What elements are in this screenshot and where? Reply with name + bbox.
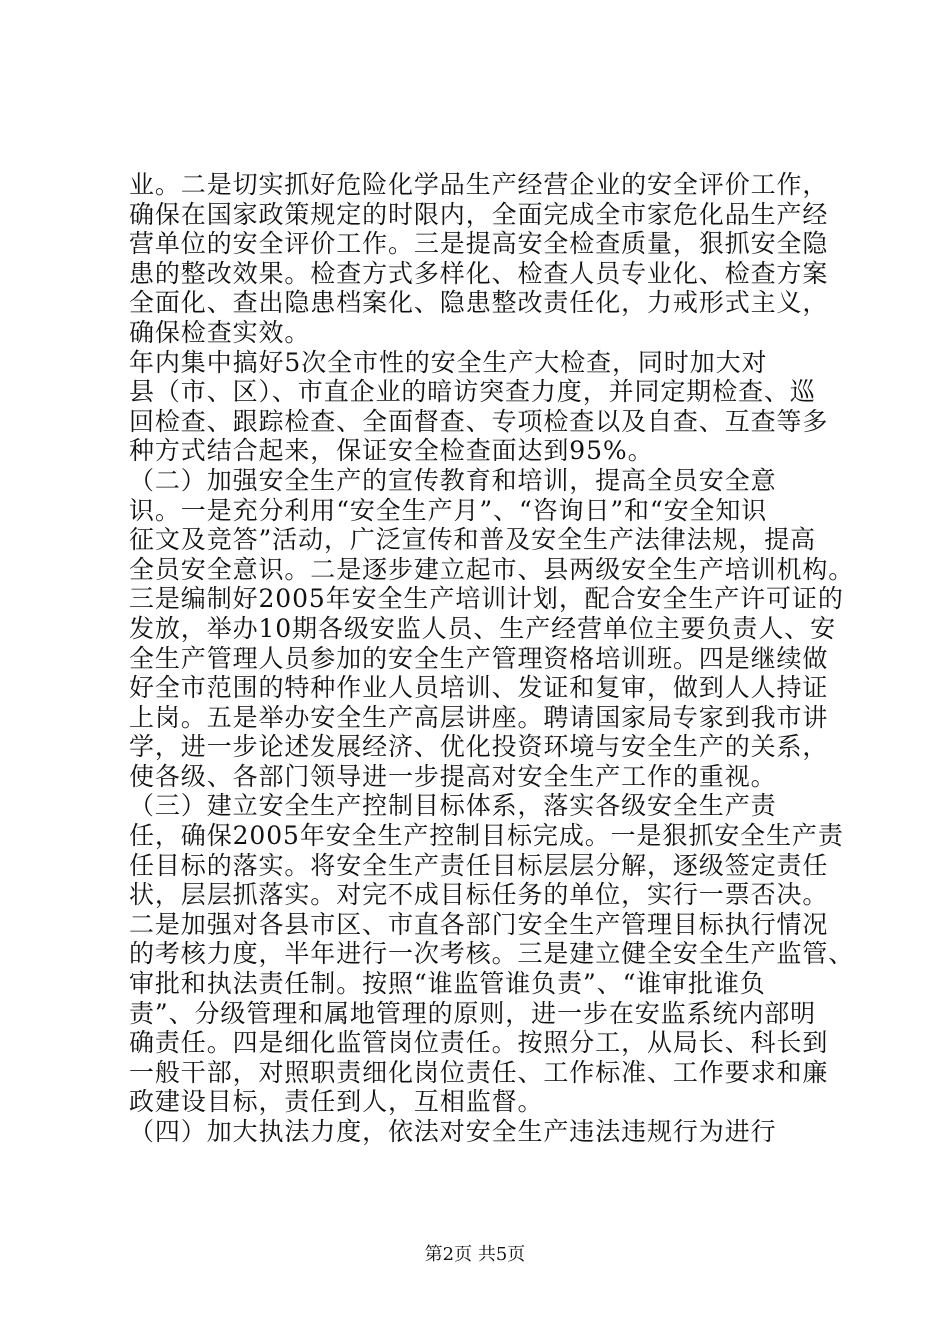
text-line: 使各级、各部门领导进一步提高对安全生产工作的重视。 — [129, 761, 777, 791]
text-line: 上岗。五是举办安全生产高层讲座。聘请国家局专家到我市讲 — [129, 702, 829, 732]
text-line: 二是加强对各县市区、市直各部门安全生产管理目标执行情况 — [129, 909, 829, 939]
text-line: 审批和执法责任制。按照“谁监管谁负责”、“谁审批谁负 — [129, 969, 766, 999]
text-line: 回检查、跟踪检查、全面督查、专项检查以及自查、互查等多 — [129, 406, 829, 436]
text-line: 任目标的落实。将安全生产责任目标层层分解，逐级签定责任 — [129, 850, 829, 880]
page-number-footer: 第2页 共5页 — [424, 1244, 526, 1265]
text-line: 的考核力度，半年进行一次考核。三是建立健全安全生产监管、 — [129, 939, 855, 969]
text-line: 县（市、区）、市直企业的暗访突查力度，并同定期检查、巡 — [129, 377, 816, 407]
text-line: 学，进一步论述发展经济、优化投资环境与安全生产的关系， — [129, 732, 829, 762]
text-line: 患的整改效果。检查方式多样化、检查人员专业化、检查方案 — [129, 258, 829, 288]
text-line: 业。二是切实抓好危险化学品生产经营企业的安全评价工作， — [129, 170, 829, 199]
text-line: 一般干部，对照职责细化岗位责任、工作标准、工作要求和廉 — [129, 1057, 829, 1087]
text-line: 征文及竞答”活动，广泛宣传和普及安全生产法律法规，提高 — [129, 525, 817, 555]
text-line: 确保检查实效。 — [129, 317, 311, 347]
text-line: 状，层层抓落实。对完不成目标任务的单位，实行一票否决。 — [129, 880, 829, 910]
text-line: 全员安全意识。二是逐步建立起市、县两级安全生产培训机构。 — [129, 554, 855, 584]
document-body — [129, 170, 855, 1147]
text-line: 政建设目标，责任到人，互相监督。 — [129, 1087, 544, 1117]
text-line: 三是编制好2005年安全生产培训计划，配合安全生产许可证的 — [129, 584, 844, 614]
text-line: 任，确保2005年安全生产控制目标完成。一是狠抓安全生产责 — [129, 821, 844, 851]
text-line: 确保在国家政策规定的时限内，全面完成全市家危化品生产经 — [129, 199, 829, 229]
text-line: （二）加强安全生产的宣传教育和培训，提高全员安全意 — [129, 465, 777, 495]
text-line: 发放，举办10期各级安监人员、生产经营单位主要负责人、安 — [129, 613, 837, 643]
text-line: 营单位的安全评价工作。三是提高安全检查质量，狠抓安全隐 — [129, 229, 829, 259]
text-line: 全面化、查出隐患档案化、隐患整改责任化，力戒形式主义， — [129, 288, 829, 318]
text-line: 种方式结合起来，保证安全检查面达到95%。 — [129, 436, 654, 466]
text-line: 识。一是充分利用“安全生产月”、“咨询日”和“安全知识 — [129, 495, 768, 525]
text-line: （三）建立安全生产控制目标体系，落实各级安全生产责 — [129, 791, 777, 821]
text-line: 确责任。四是细化监管岗位责任。按照分工，从局长、科长到 — [129, 1028, 829, 1058]
text-line: 责”、分级管理和属地管理的原则，进一步在安监系统内部明 — [129, 998, 817, 1028]
text-line: 年内集中搞好5次全市性的安全生产大检查，同时加大对 — [129, 347, 768, 377]
text-line: 全生产管理人员参加的安全生产管理资格培训班。四是继续做 — [129, 643, 829, 673]
text-line: （四）加大执法力度，依法对安全生产违法违规行为进行 — [129, 1117, 777, 1146]
text-line: 好全市范围的特种作业人员培训、发证和复审，做到人人持证 — [129, 673, 829, 703]
